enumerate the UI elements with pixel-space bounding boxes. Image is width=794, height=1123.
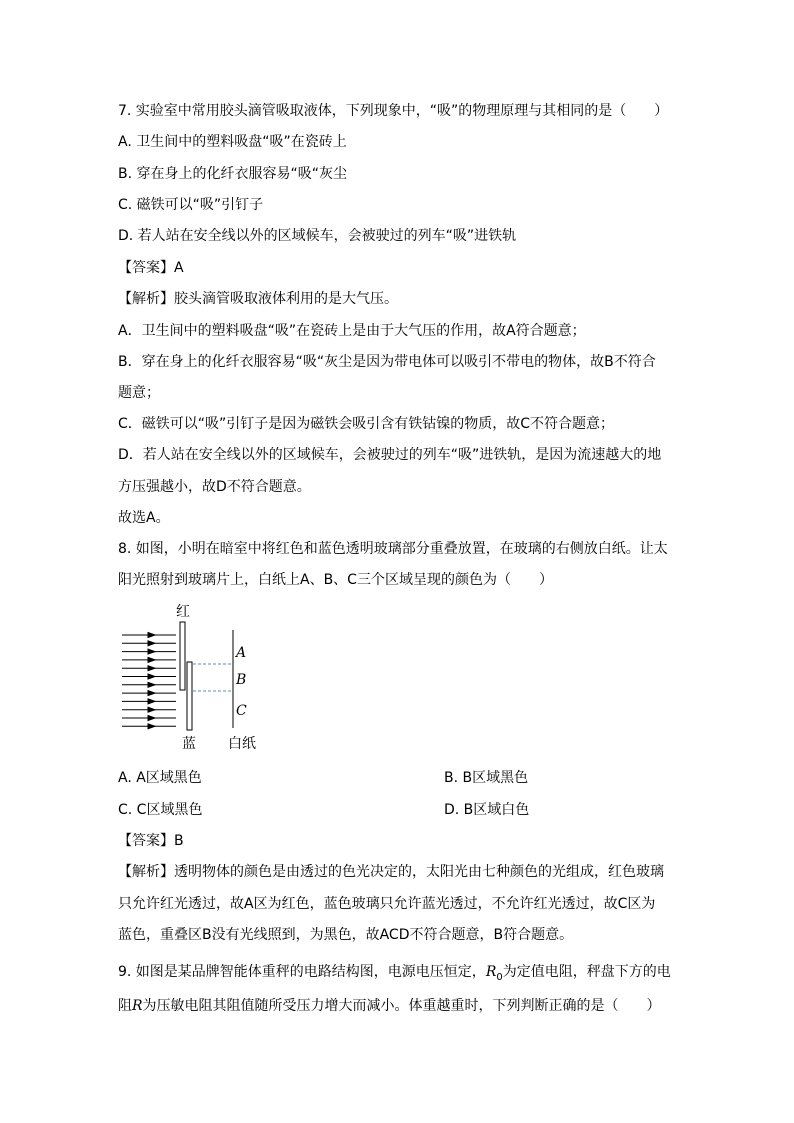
ray-arrowhead (148, 633, 155, 638)
blue-glass (187, 662, 192, 730)
q7-analysis-line: 【解析】胶头滴管吸取液体利用的是大气压。 (118, 291, 398, 307)
q8-stem-line: 阳光照射到玻璃片上，白纸上A、B、C三个区域呈现的颜色为（ ） (118, 572, 553, 588)
q9-stem-line (118, 996, 661, 1016)
q8-figure (118, 600, 268, 755)
region-c-label: C (236, 703, 247, 719)
q9-stem-text: 为定值电阻，秤盘下方的电 (502, 964, 671, 980)
blue-label: 蓝 (182, 736, 196, 752)
region-a-label: A (236, 645, 247, 661)
q8-answer: 【答案】B (118, 833, 184, 849)
ray-arrowhead (148, 641, 155, 646)
ray-arrowhead (148, 674, 155, 679)
q7-option-d: D. 若人站在安全线以外的区域候车，会被驶过的列车“吸”进铁轨 (118, 228, 517, 244)
q8-option-c: C. C区域黑色 (118, 802, 203, 818)
q8-option-d: D. B区域白色 (444, 802, 530, 818)
r0-symbol: R (485, 964, 497, 980)
q9-stem-text: 9. 如图是某品牌智能体重秤的电路结构图，电源电压恒定， (118, 964, 486, 980)
q7-analysis-line: 题意； (118, 385, 160, 401)
q7-analysis-line: B．穿在身上的化纤衣服容易“吸“灰尘是因为带电体可以吸引不带电的物体，故B不符合 (118, 354, 656, 370)
q7-analysis-line: D．若人站在安全线以外的区域候车，会被驶过的列车“吸”进铁轨，是因为流速越大的地 (118, 447, 662, 463)
red-label: 红 (176, 604, 190, 620)
q8-stem-line: 8. 如图，小明在暗室中将红色和蓝色透明玻璃部分重叠放置，在玻璃的右侧放白纸。让太 (118, 541, 668, 557)
q9-stem-text: 为压敏电阻其阻值随所受压力增大而减小。体重越重时，下列判断正确的是（ ） (142, 998, 661, 1014)
q8-analysis-line: 蓝色，重叠区B没有光线照到，为黑色，故ACD不符合题意，B符合题意。 (118, 927, 574, 943)
q7-option-c: C. 磁铁可以“吸”引钉子 (118, 197, 264, 213)
ray-arrowhead (148, 724, 155, 729)
r0-subscript: 0 (496, 971, 503, 983)
ray-arrowhead (148, 649, 155, 654)
ray-arrowhead (148, 699, 155, 704)
paper-label: 白纸 (228, 736, 256, 752)
ray-arrowhead (148, 707, 155, 712)
q7-option-b: B. 穿在身上的化纤衣服容易“吸“灰尘 (118, 166, 348, 182)
q7-stem: 7. 实验室中常用胶头滴管吸取液体，下列现象中，“吸”的物理原理与其相同的是（ ） (118, 103, 669, 119)
ray-arrowhead (148, 691, 155, 696)
q8-option-a: A. A区域黑色 (118, 770, 202, 786)
q7-analysis-line: C．磁铁可以“吸”引钉子是因为磁铁会吸引含有铁钴镍的物质，故C不符合题意； (118, 416, 615, 432)
q7-analysis-line: A．卫生间中的塑料吸盘“吸”在瓷砖上是由于大气压的作用，故A符合题意； (118, 323, 586, 339)
q8-option-b: B. B区域黑色 (444, 770, 529, 786)
q7-option-a: A. 卫生间中的塑料吸盘“吸”在瓷砖上 (118, 134, 347, 150)
q7-analysis-line: 故选A。 (118, 510, 170, 526)
q8-analysis-line: 只允许红光透过，故A区为红色，蓝色玻璃只允许蓝光透过，不允许红光透过，故C区为 (118, 896, 656, 912)
ray-arrowhead (148, 666, 155, 671)
r-symbol: R (132, 998, 143, 1014)
ray-arrowhead (148, 716, 155, 721)
ray-arrowhead (148, 682, 155, 687)
q7-analysis-line: 方压强越小，故D不符合题意。 (118, 479, 311, 495)
q8-analysis-line: 【解析】透明物体的颜色是由透过的色光决定的，太阳光由七种颜色的光组成，红色玻璃 (118, 864, 664, 880)
region-b-label: B (236, 672, 247, 688)
q7-answer: 【答案】A (118, 260, 184, 276)
q9-stem-line (118, 962, 671, 988)
light-rays (122, 633, 176, 729)
ray-arrowhead (148, 657, 155, 662)
red-glass (180, 622, 185, 690)
q9-stem-text: 阻 (118, 998, 132, 1014)
